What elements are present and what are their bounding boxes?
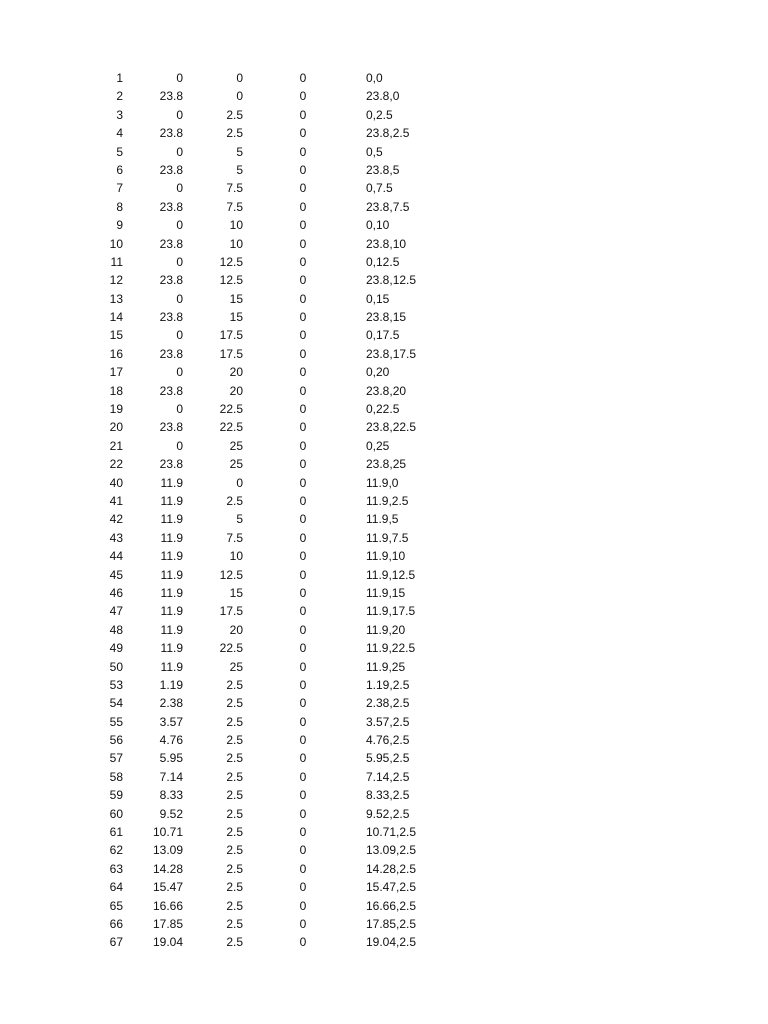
table-row	[0, 547, 768, 565]
y-value-cell: 2.5	[226, 714, 243, 729]
z-value-cell: 0	[299, 420, 307, 435]
z-value-cell: 0	[299, 714, 307, 729]
z-value-cell: 0	[299, 365, 307, 380]
row-id-cell: 41	[109, 493, 123, 508]
row-id-cell: 13	[109, 291, 123, 306]
table-row	[0, 437, 768, 455]
x-value-cell: 11.9	[160, 567, 183, 582]
row-id-cell: 46	[109, 585, 123, 600]
x-value-cell: 11.9	[160, 641, 183, 656]
z-value-cell: 0	[299, 880, 307, 895]
x-value-cell: 23.8	[159, 89, 183, 104]
coordinate-pair-cell: 23.8,17.5	[366, 346, 417, 361]
x-value-cell: 1.19	[159, 677, 183, 692]
z-value-cell: 0	[299, 843, 307, 858]
z-value-cell: 0	[299, 383, 307, 398]
z-value-cell: 0	[299, 916, 307, 931]
z-value-cell: 0	[299, 236, 307, 251]
x-value-cell: 5.95	[159, 751, 183, 766]
table-row	[0, 694, 768, 712]
z-value-cell: 0	[299, 769, 307, 784]
row-id-cell: 20	[109, 420, 123, 435]
row-id-cell: 54	[109, 696, 123, 711]
row-id-cell: 18	[109, 383, 123, 398]
row-id-cell: 62	[109, 843, 123, 858]
row-id-cell: 61	[109, 825, 123, 840]
x-value-cell: 3.57	[159, 714, 183, 729]
z-value-cell: 0	[299, 585, 307, 600]
z-value-cell: 0	[299, 549, 307, 564]
z-value-cell: 0	[299, 677, 307, 692]
table-row	[0, 768, 768, 786]
z-value-cell: 0	[299, 898, 307, 913]
z-value-cell: 0	[299, 567, 307, 582]
x-value-cell: 23.8	[159, 126, 183, 141]
x-value-cell: 0	[176, 71, 183, 85]
coordinate-pair-cell: 11.9,0	[366, 475, 399, 490]
row-id-cell: 3	[116, 107, 123, 122]
row-id-cell: 42	[109, 512, 123, 527]
coordinate-pair-cell: 0,17.5	[366, 328, 400, 343]
z-value-cell: 0	[299, 696, 307, 711]
row-id-cell: 63	[109, 861, 123, 876]
table-row	[0, 676, 768, 694]
table-row	[0, 584, 768, 602]
row-id-cell: 48	[109, 622, 123, 637]
row-id-cell: 59	[109, 788, 123, 803]
row-id-cell: 6	[116, 162, 123, 177]
row-id-cell: 56	[109, 733, 123, 748]
z-value-cell: 0	[299, 144, 307, 159]
x-value-cell: 23.8	[159, 310, 183, 325]
row-id-cell: 57	[109, 751, 123, 766]
coordinate-pair-cell: 0,20	[366, 365, 390, 380]
z-value-cell: 0	[299, 346, 307, 361]
table-row	[0, 198, 768, 216]
coordinate-pair-cell: 23.8,2.5	[366, 126, 410, 141]
table-row	[0, 933, 768, 951]
coordinate-pair-cell: 10.71,2.5	[366, 825, 417, 840]
table-row	[0, 124, 768, 142]
x-value-cell: 0	[176, 291, 183, 306]
z-value-cell: 0	[299, 273, 307, 288]
coordinate-pair-cell: 13.09,2.5	[366, 843, 417, 858]
coordinate-pair-cell: 9.52,2.5	[366, 806, 410, 821]
x-value-cell: 7.14	[159, 769, 183, 784]
y-value-cell: 20	[229, 622, 243, 637]
row-id-cell: 58	[109, 769, 123, 784]
z-value-cell: 0	[299, 126, 307, 141]
row-id-cell: 53	[109, 677, 123, 692]
row-id-cell: 11	[110, 254, 123, 269]
table-row	[0, 345, 768, 363]
table-row	[0, 161, 768, 179]
x-value-cell: 13.09	[152, 843, 183, 858]
y-value-cell: 2.5	[226, 769, 243, 784]
y-value-cell: 10	[229, 236, 243, 251]
table-row	[0, 382, 768, 400]
y-value-cell: 7.5	[226, 181, 243, 196]
coordinate-pair-cell: 11.9,25	[366, 659, 406, 674]
z-value-cell: 0	[299, 199, 307, 214]
table-row	[0, 216, 768, 234]
row-id-cell: 12	[109, 273, 123, 288]
table-row	[0, 897, 768, 915]
z-value-cell: 0	[299, 861, 307, 876]
row-id-cell: 9	[116, 218, 123, 233]
table-row	[0, 658, 768, 676]
table-row	[0, 823, 768, 841]
coordinate-pair-cell: 0,7.5	[366, 181, 393, 196]
row-id-cell: 5	[116, 144, 123, 159]
x-value-cell: 11.9	[160, 475, 183, 490]
x-value-cell: 11.9	[160, 493, 183, 508]
y-value-cell: 10	[229, 218, 243, 233]
x-value-cell: 14.28	[152, 861, 183, 876]
table-row	[0, 510, 768, 528]
coordinate-pair-cell: 0,25	[366, 438, 390, 453]
z-value-cell: 0	[299, 107, 307, 122]
table-row	[0, 143, 768, 161]
table-row	[0, 326, 768, 344]
z-value-cell: 0	[299, 438, 307, 453]
z-value-cell: 0	[299, 825, 307, 840]
y-value-cell: 17.5	[219, 346, 243, 361]
row-id-cell: 64	[109, 880, 123, 895]
y-value-cell: 7.5	[226, 199, 243, 214]
table-row	[0, 713, 768, 731]
x-value-cell: 11.9	[160, 659, 183, 674]
z-value-cell: 0	[299, 512, 307, 527]
y-value-cell: 2.5	[226, 696, 243, 711]
table-row	[0, 841, 768, 859]
table-row	[0, 106, 768, 124]
x-value-cell: 11.9	[160, 549, 183, 564]
coordinate-pair-cell: 3.57,2.5	[366, 714, 410, 729]
y-value-cell: 2.5	[226, 806, 243, 821]
table-row	[0, 179, 768, 197]
x-value-cell: 23.8	[159, 346, 183, 361]
z-value-cell: 0	[299, 493, 307, 508]
x-value-cell: 16.66	[152, 898, 183, 913]
y-value-cell: 2.5	[226, 733, 243, 748]
x-value-cell: 4.76	[159, 733, 183, 748]
table-row	[0, 749, 768, 767]
y-value-cell: 17.5	[219, 604, 243, 619]
z-value-cell: 0	[299, 935, 307, 950]
y-value-cell: 20	[229, 365, 243, 380]
y-value-cell: 0	[236, 89, 243, 104]
z-value-cell: 0	[299, 604, 307, 619]
row-id-cell: 47	[109, 604, 123, 619]
y-value-cell: 25	[229, 438, 243, 453]
x-value-cell: 9.52	[159, 806, 183, 821]
y-value-cell: 2.5	[226, 935, 243, 950]
table-row	[0, 455, 768, 473]
y-value-cell: 2.5	[226, 861, 243, 876]
y-value-cell: 22.5	[219, 402, 243, 417]
row-id-cell: 8	[116, 199, 123, 214]
x-value-cell: 23.8	[159, 162, 183, 177]
y-value-cell: 2.5	[226, 825, 243, 840]
y-value-cell: 2.5	[226, 126, 243, 141]
z-value-cell: 0	[299, 291, 307, 306]
x-value-cell: 23.8	[159, 383, 183, 398]
z-value-cell: 0	[299, 788, 307, 803]
coordinate-pair-cell: 0,10	[366, 218, 390, 233]
y-value-cell: 12.5	[219, 254, 243, 269]
row-id-cell: 19	[109, 402, 123, 417]
table-row	[0, 69, 768, 87]
table-row	[0, 87, 768, 105]
table-row	[0, 602, 768, 620]
row-id-cell: 45	[109, 567, 123, 582]
x-value-cell: 23.8	[159, 420, 183, 435]
coordinate-pair-cell: 0,5	[366, 144, 383, 159]
z-value-cell: 0	[299, 328, 307, 343]
row-id-cell: 65	[109, 898, 123, 913]
y-value-cell: 2.5	[226, 916, 243, 931]
z-value-cell: 0	[299, 181, 307, 196]
coordinate-pair-cell: 14.28,2.5	[366, 861, 417, 876]
z-value-cell: 0	[299, 622, 307, 637]
coordinate-pair-cell: 19.04,2.5	[366, 935, 417, 950]
y-value-cell: 2.5	[226, 751, 243, 766]
z-value-cell: 0	[299, 659, 307, 674]
coordinate-pair-cell: 23.8,5	[366, 162, 400, 177]
y-value-cell: 25	[229, 457, 243, 472]
x-value-cell: 0	[176, 107, 183, 122]
z-value-cell: 0	[299, 806, 307, 821]
coordinate-pair-cell: 17.85,2.5	[366, 916, 417, 931]
z-value-cell: 0	[299, 310, 307, 325]
coordinate-pair-cell: 23.8,0	[366, 89, 400, 104]
y-value-cell: 22.5	[219, 641, 243, 656]
x-value-cell: 0	[176, 218, 183, 233]
y-value-cell: 15	[229, 310, 243, 325]
row-id-cell: 15	[109, 328, 123, 343]
x-value-cell: 8.33	[159, 788, 183, 803]
z-value-cell: 0	[299, 254, 307, 269]
coordinate-pair-cell: 1.19,2.5	[366, 677, 410, 692]
table-row	[0, 786, 768, 804]
coordinate-pair-cell: 0,12.5	[366, 254, 400, 269]
table-row	[0, 363, 768, 381]
row-id-cell: 7	[116, 181, 123, 196]
coordinate-pair-cell: 23.8,12.5	[366, 273, 417, 288]
table-row	[0, 878, 768, 896]
coordinate-pair-cell: 8.33,2.5	[366, 788, 410, 803]
table-row	[0, 805, 768, 823]
row-id-cell: 16	[109, 346, 123, 361]
x-value-cell: 11.9	[160, 530, 183, 545]
row-id-cell: 43	[109, 530, 123, 545]
row-id-cell: 4	[116, 126, 123, 141]
coordinate-pair-cell: 4.76,2.5	[366, 733, 410, 748]
table-row	[0, 529, 768, 547]
y-value-cell: 2.5	[226, 880, 243, 895]
table-row	[0, 566, 768, 584]
coordinate-pair-cell: 11.9,10	[366, 549, 406, 564]
x-value-cell: 0	[176, 438, 183, 453]
x-value-cell: 11.9	[160, 585, 183, 600]
y-value-cell: 15	[229, 291, 243, 306]
z-value-cell: 0	[299, 751, 307, 766]
x-value-cell: 23.8	[159, 457, 183, 472]
y-value-cell: 2.5	[226, 843, 243, 858]
y-value-cell: 5	[236, 144, 243, 159]
z-value-cell: 0	[299, 457, 307, 472]
coordinate-pair-cell: 11.9,15	[366, 585, 406, 600]
y-value-cell: 2.5	[226, 898, 243, 913]
row-id-cell: 14	[109, 310, 123, 325]
x-value-cell: 19.04	[152, 935, 183, 950]
y-value-cell: 12.5	[219, 567, 243, 582]
coordinate-pair-cell: 23.8,22.5	[366, 420, 417, 435]
y-value-cell: 7.5	[226, 530, 243, 545]
y-value-cell: 5	[236, 162, 243, 177]
row-id-cell: 21	[109, 438, 123, 453]
coordinate-pair-cell: 0,0	[366, 71, 383, 85]
x-value-cell: 0	[176, 144, 183, 159]
coordinate-pair-cell: 11.9,17.5	[366, 604, 416, 619]
coordinate-pair-cell: 15.47,2.5	[366, 880, 417, 895]
row-id-cell: 49	[109, 641, 123, 656]
data-table	[0, 69, 768, 952]
table-row	[0, 235, 768, 253]
coordinate-pair-cell: 11.9,12.5	[366, 567, 416, 582]
z-value-cell: 0	[299, 641, 307, 656]
coordinate-pair-cell: 0,22.5	[366, 402, 400, 417]
y-value-cell: 2.5	[226, 107, 243, 122]
table-row	[0, 308, 768, 326]
coordinate-pair-cell: 11.9,5	[366, 512, 399, 527]
table-row	[0, 253, 768, 271]
coordinate-pair-cell: 16.66,2.5	[366, 898, 417, 913]
row-id-cell: 50	[109, 659, 123, 674]
coordinate-pair-cell: 23.8,25	[366, 457, 407, 472]
table-row	[0, 492, 768, 510]
y-value-cell: 2.5	[226, 788, 243, 803]
coordinate-pair-cell: 23.8,15	[366, 310, 407, 325]
y-value-cell: 15	[229, 585, 243, 600]
z-value-cell: 0	[299, 475, 307, 490]
coordinate-pair-cell: 2.38,2.5	[366, 696, 410, 711]
x-value-cell: 0	[176, 181, 183, 196]
table-row	[0, 271, 768, 289]
row-id-cell: 1	[116, 71, 123, 85]
z-value-cell: 0	[299, 733, 307, 748]
z-value-cell: 0	[299, 530, 307, 545]
z-value-cell: 0	[299, 71, 307, 85]
table-row	[0, 290, 768, 308]
coordinate-pair-cell: 0,15	[366, 291, 390, 306]
coordinate-pair-cell: 11.9,22.5	[366, 641, 416, 656]
x-value-cell: 0	[176, 254, 183, 269]
coordinate-pair-cell: 0,2.5	[366, 107, 393, 122]
z-value-cell: 0	[299, 218, 307, 233]
z-value-cell: 0	[299, 402, 307, 417]
row-id-cell: 17	[109, 365, 123, 380]
x-value-cell: 2.38	[159, 696, 183, 711]
coordinate-pair-cell: 11.9,20	[366, 622, 406, 637]
row-id-cell: 66	[109, 916, 123, 931]
x-value-cell: 0	[176, 365, 183, 380]
table-row	[0, 474, 768, 492]
row-id-cell: 22	[109, 457, 123, 472]
y-value-cell: 0	[236, 475, 243, 490]
y-value-cell: 0	[236, 71, 243, 85]
table-row	[0, 639, 768, 657]
coordinate-pair-cell: 7.14,2.5	[366, 769, 410, 784]
x-value-cell: 11.9	[160, 604, 183, 619]
x-value-cell: 15.47	[152, 880, 183, 895]
x-value-cell: 0	[176, 402, 183, 417]
row-id-cell: 40	[109, 475, 123, 490]
table-row	[0, 400, 768, 418]
y-value-cell: 22.5	[219, 420, 243, 435]
row-id-cell: 67	[109, 935, 123, 950]
table-row	[0, 915, 768, 933]
y-value-cell: 12.5	[219, 273, 243, 288]
x-value-cell: 11.9	[160, 622, 183, 637]
z-value-cell: 0	[299, 89, 307, 104]
y-value-cell: 17.5	[219, 328, 243, 343]
table-row	[0, 860, 768, 878]
y-value-cell: 10	[229, 549, 243, 564]
x-value-cell: 0	[176, 328, 183, 343]
row-id-cell: 2	[116, 89, 123, 104]
coordinate-pair-cell: 23.8,10	[366, 236, 407, 251]
table-row	[0, 621, 768, 639]
row-id-cell: 55	[109, 714, 123, 729]
y-value-cell: 2.5	[226, 677, 243, 692]
row-id-cell: 60	[109, 806, 123, 821]
x-value-cell: 23.8	[159, 236, 183, 251]
y-value-cell: 25	[229, 659, 243, 674]
coordinate-pair-cell: 11.9,2.5	[366, 493, 409, 508]
y-value-cell: 20	[229, 383, 243, 398]
x-value-cell: 17.85	[152, 916, 183, 931]
coordinate-pair-cell: 5.95,2.5	[366, 751, 410, 766]
y-value-cell: 5	[236, 512, 243, 527]
coordinate-pair-cell: 23.8,20	[366, 383, 407, 398]
coordinate-pair-cell: 23.8,7.5	[366, 199, 410, 214]
row-id-cell: 10	[109, 236, 123, 251]
x-value-cell: 23.8	[159, 199, 183, 214]
table-row	[0, 731, 768, 749]
z-value-cell: 0	[299, 162, 307, 177]
x-value-cell: 23.8	[159, 273, 183, 288]
x-value-cell: 11.9	[160, 512, 183, 527]
coordinate-pair-cell: 11.9,7.5	[366, 530, 409, 545]
x-value-cell: 10.71	[152, 825, 183, 840]
row-id-cell: 44	[109, 549, 123, 564]
table-row	[0, 418, 768, 436]
y-value-cell: 2.5	[226, 493, 243, 508]
